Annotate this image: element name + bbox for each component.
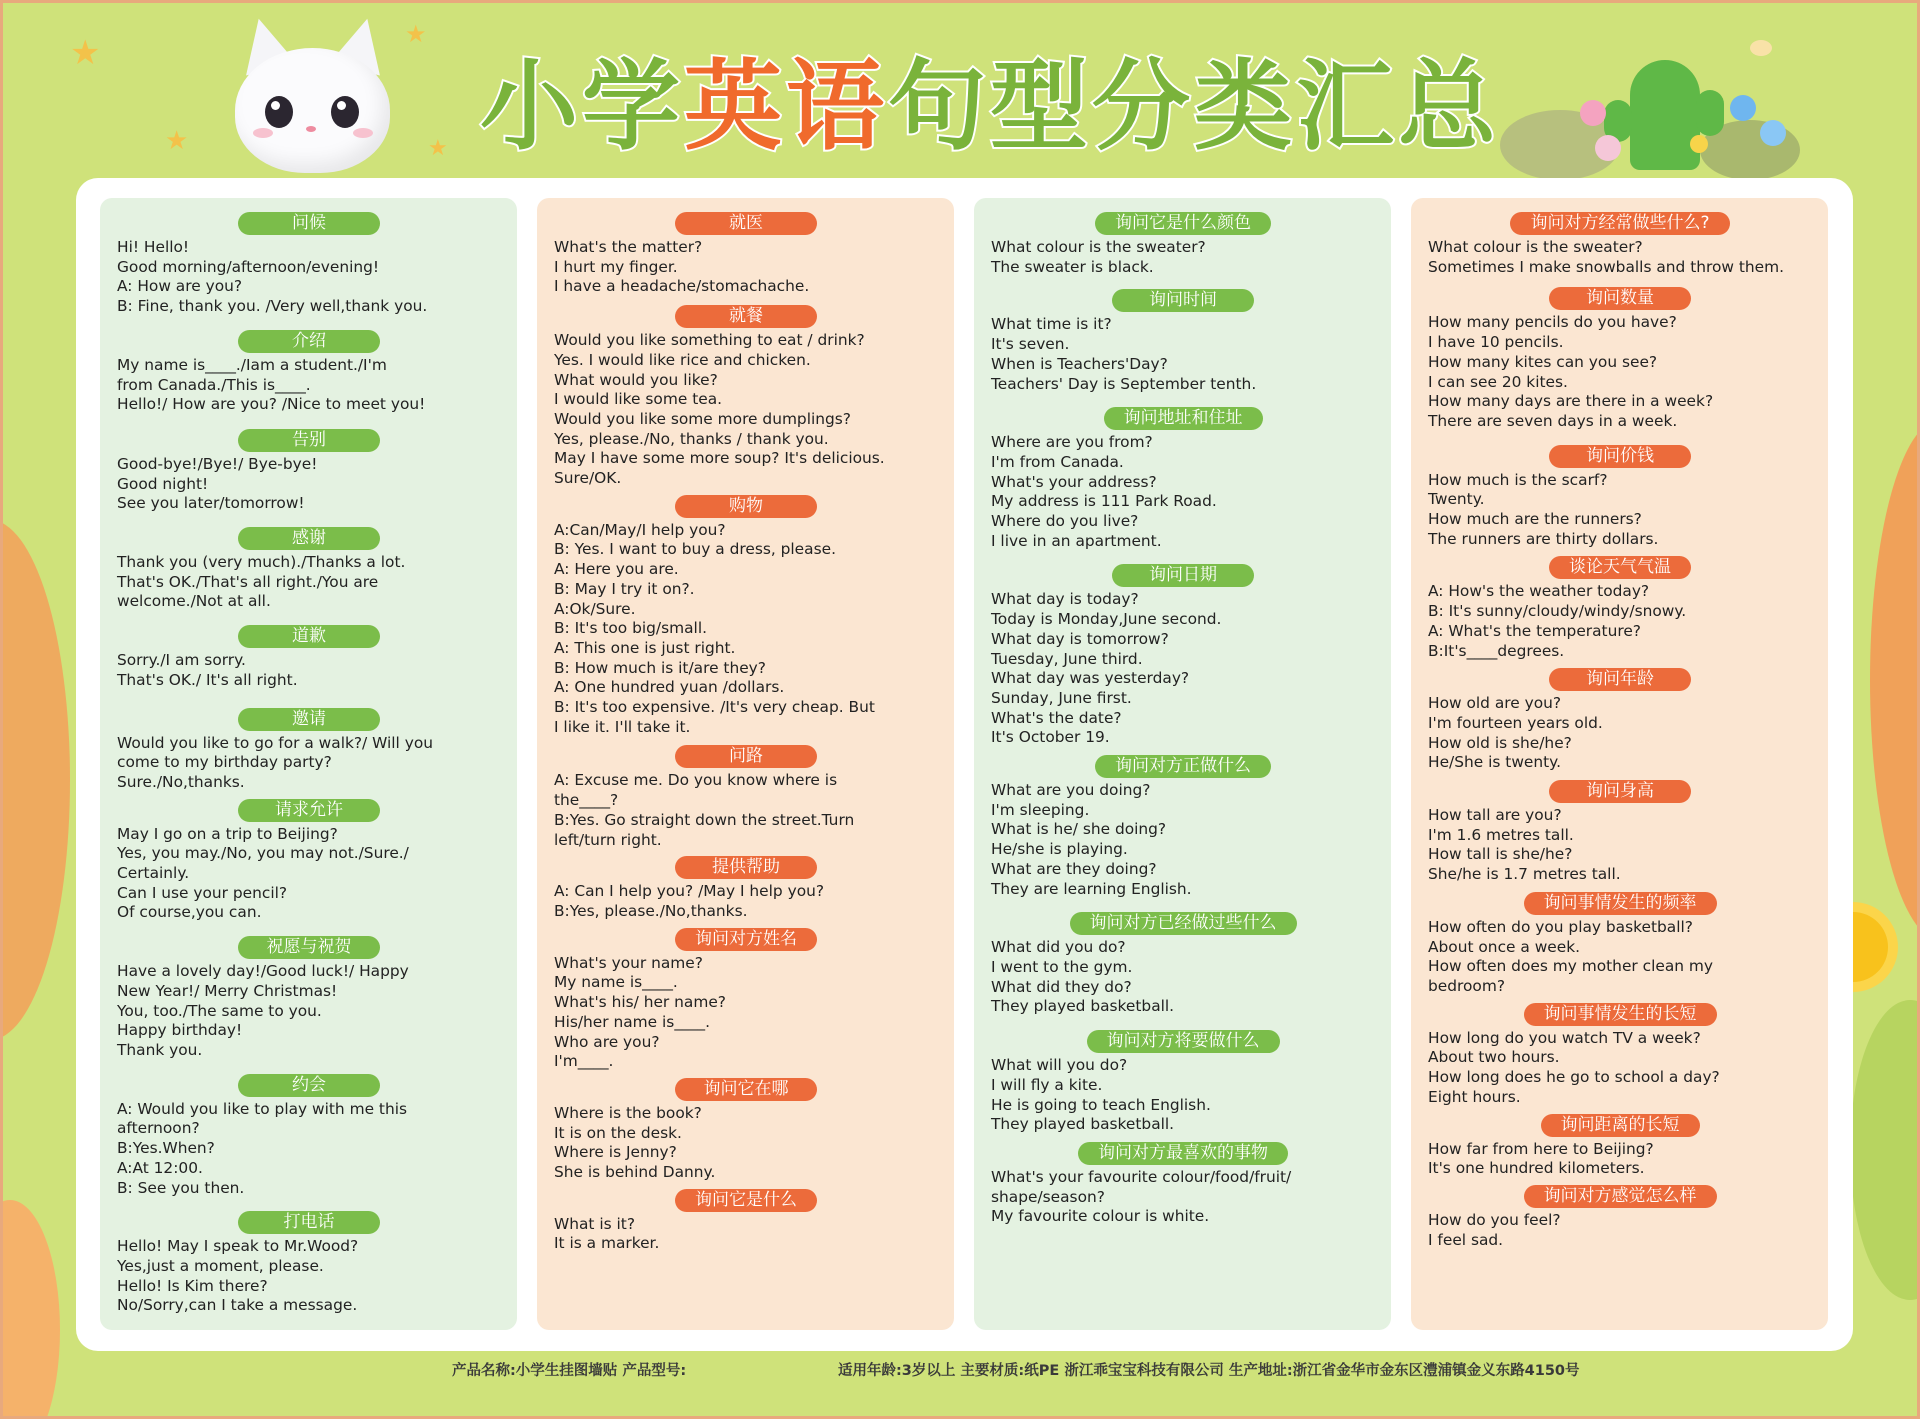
section: [117, 625, 501, 690]
sentence-line: I'm from Canada.: [991, 452, 1124, 471]
section: [991, 755, 1375, 899]
sentence-line: His/her name is____.: [554, 1012, 711, 1031]
title-part-1: 小学: [480, 50, 685, 164]
section: [991, 407, 1375, 551]
sentence-line: B: It's too expensive. /It's very cheap. But: [554, 698, 875, 717]
section-heading: 询问年龄: [1549, 668, 1691, 691]
section-heading: 询问对方已经做过些什么: [1070, 912, 1297, 935]
sentence-line: How far from here to Beijing?: [1428, 1139, 1654, 1158]
sentence-line: I can see 20 kites.: [1428, 372, 1568, 391]
sentence-line: What are you doing?: [991, 781, 1151, 800]
sentence-line: Good night!: [117, 474, 209, 493]
sentence-line: I would like some tea.: [554, 390, 723, 409]
sentence-line: What will you do?: [991, 1056, 1128, 1075]
section: [1428, 1003, 1812, 1108]
section: [1428, 780, 1812, 885]
section-heading: 询问地址和住址: [1104, 407, 1263, 430]
sentence-line: What's the date?: [991, 708, 1122, 727]
section-heading: 询问它是什么颜色: [1095, 212, 1271, 235]
sentence-line: A: What's the temperature?: [1428, 621, 1641, 640]
sentence-line: Thank you.: [117, 1040, 203, 1059]
sentence-line: B:Yes. Go straight down the street.Turn: [554, 810, 855, 829]
sentence-line: He/She is twenty.: [1428, 753, 1561, 772]
title-part-3: 句型分类汇总: [888, 50, 1501, 164]
sentence-line: B: Fine, thank you. /Very well,thank you.: [117, 297, 428, 316]
sentence-line: That's OK./ It's all right.: [117, 670, 298, 689]
section: [554, 1189, 938, 1254]
sentence-line: Yes,just a moment, please.: [117, 1256, 324, 1275]
section-heading: 感谢: [238, 527, 380, 550]
section: [554, 745, 938, 850]
sentence-line: How long does he go to school a day?: [1428, 1068, 1720, 1087]
sentence-line: How many kites can you see?: [1428, 352, 1658, 371]
sentence-line: How many pencils do you have?: [1428, 313, 1677, 332]
sentence-line: Sometimes I make snowballs and throw them.: [1428, 257, 1785, 276]
sentence-line: How many days are there in a week?: [1428, 392, 1714, 411]
section: [117, 212, 501, 317]
sentence-line: What's your address?: [991, 472, 1157, 491]
sentence-line: A: Can I help you? /May I help you?: [554, 882, 825, 901]
section: [1428, 556, 1812, 661]
sentence-line: I like it. I'll take it.: [554, 717, 691, 736]
sentence-line: I live in an apartment.: [991, 531, 1162, 550]
sentence-line: How often do you play basketball?: [1428, 917, 1693, 936]
section: [117, 330, 501, 415]
sentence-line: What's your name?: [554, 953, 703, 972]
sentence-line: Certainly.: [117, 864, 190, 883]
section: [117, 708, 501, 793]
sentence-line: She/he is 1.7 metres tall.: [1428, 865, 1621, 884]
section: [117, 527, 501, 612]
section: [1428, 212, 1812, 277]
sentence-line: I hurt my finger.: [554, 257, 678, 276]
sentence-line: The runners are thirty dollars.: [1428, 529, 1659, 548]
section-heading: 约会: [238, 1074, 380, 1097]
sentence-line: Where are you from?: [991, 433, 1153, 452]
section: [1428, 668, 1812, 773]
sentence-line: B: Yes. I want to buy a dress, please.: [554, 540, 836, 559]
section-heading: 问路: [675, 745, 817, 768]
sentence-line: What day is today?: [991, 590, 1139, 609]
sentence-line: Sorry./I am sorry.: [117, 651, 246, 670]
sentence-line: My favourite colour is white.: [991, 1207, 1210, 1226]
section-heading: 询问它在哪: [675, 1078, 817, 1101]
orange-blob-bottom-left: [0, 1200, 60, 1419]
sentence-line: Would you like some more dumplings?: [554, 409, 851, 428]
section: [554, 856, 938, 921]
section: [991, 289, 1375, 394]
orange-blob-right: [1870, 420, 1920, 940]
section: [117, 429, 501, 514]
sentence-line: Who are you?: [554, 1032, 660, 1051]
sentence-line: Good-bye!/Bye!/ Bye-bye!: [117, 454, 318, 473]
sentence-line: A:At 12:00.: [117, 1158, 203, 1177]
section-heading: 询问身高: [1549, 780, 1691, 803]
sentence-line: I'm 1.6 metres tall.: [1428, 825, 1574, 844]
sentence-line: B:Yes.When?: [117, 1139, 215, 1158]
sentence-line: About two hours.: [1428, 1048, 1560, 1067]
section-heading: 询问时间: [1112, 289, 1254, 312]
sentence-line: A: Excuse me. Do you know where is: [554, 771, 838, 790]
section: [991, 912, 1375, 1017]
green-blob-right: [1850, 1000, 1920, 1300]
sentence-line: I'm fourteen years old.: [1428, 713, 1603, 732]
sentence-line: Hi! Hello!: [117, 238, 190, 256]
section-heading: 询问数量: [1549, 287, 1691, 310]
section-heading: 就餐: [675, 305, 817, 328]
star-icon: ★: [70, 33, 101, 73]
section-heading: 谈论天气气温: [1549, 556, 1691, 579]
sentence-line: My name is____./Iam a student./I'm: [117, 355, 387, 374]
section-heading: 打电话: [238, 1211, 380, 1234]
sentence-line: May I have some more soup? It's delicious.: [554, 449, 885, 468]
section: [991, 1142, 1375, 1227]
sentence-line: bedroom?: [1428, 976, 1505, 995]
sentence-line: Where is the book?: [554, 1103, 702, 1122]
sentence-line: Where do you live?: [991, 512, 1139, 531]
sentence-line: Yes. I would like rice and chicken.: [554, 350, 811, 369]
sentence-line: That's OK./That's all right./You are: [117, 572, 379, 591]
sentence-line: How tall are you?: [1428, 806, 1562, 825]
footer-info: 适用年龄:3岁以上 主要材质:纸PE 浙江乖宝宝科技有限公司 生产地址:浙江省金华市金东区澧浦镇金义东路4150号: [838, 1363, 1580, 1379]
section-heading: 邀请: [238, 708, 380, 731]
sentence-line: They are learning English.: [991, 879, 1192, 898]
sentence-line: It is on the desk.: [554, 1123, 682, 1142]
section: [1428, 445, 1812, 550]
sentence-line: A: One hundred yuan /dollars.: [554, 678, 785, 697]
sentence-line: What colour is the sweater?: [1428, 238, 1643, 256]
sentence-line: It's October 19.: [991, 728, 1110, 747]
section-heading: 询问对方将要做什么: [1087, 1030, 1280, 1053]
sentence-line: You, too./The same to you.: [117, 1001, 322, 1020]
sentence-line: How often does my mother clean my: [1428, 957, 1714, 976]
sentence-line: New Year!/ Merry Christmas!: [117, 981, 338, 1000]
sentence-line: Tuesday, June third.: [991, 649, 1143, 668]
sentence-line: My name is____.: [554, 973, 678, 992]
sentence-line: afternoon?: [117, 1119, 200, 1138]
sentence-line: I will fly a kite.: [991, 1075, 1103, 1094]
sentence-line: What did you do?: [991, 938, 1126, 957]
sentence-line: the____?: [554, 791, 619, 810]
sentence-line: B:Yes, please./No,thanks.: [554, 901, 748, 920]
sentence-line: A:Ok/Sure.: [554, 599, 636, 618]
section: [117, 799, 501, 924]
sentence-line: Today is Monday,June second.: [991, 610, 1222, 629]
sentence-line: He is going to teach English.: [991, 1095, 1211, 1114]
sentence-line: Eight hours.: [1428, 1087, 1521, 1106]
sentence-line: A: How are you?: [117, 277, 243, 296]
sentence-line: How do you feel?: [1428, 1210, 1561, 1229]
sentence-line: Hello! May I speak to Mr.Wood?: [117, 1237, 359, 1256]
column-1: [100, 198, 517, 1330]
page-title: [480, 50, 1501, 164]
section-heading: 提供帮助: [675, 856, 817, 879]
section-heading: 问候: [238, 212, 380, 235]
sentence-line: Yes, you may./No, you may not./Sure./: [117, 844, 409, 863]
sentence-line: Sunday, June first.: [991, 688, 1132, 707]
sentence-line: Can I use your pencil?: [117, 883, 288, 902]
sentence-line: What time is it?: [991, 315, 1112, 334]
section-heading: 购物: [675, 495, 817, 518]
section-heading: 询问距离的长短: [1541, 1114, 1700, 1137]
section-heading: 询问它是什么: [675, 1189, 817, 1212]
sentence-line: What day was yesterday?: [991, 669, 1190, 688]
section-heading: 询问事情发生的长短: [1524, 1003, 1717, 1026]
sentence-line: A: This one is just right.: [554, 638, 736, 657]
sentence-line: What's the matter?: [554, 238, 703, 256]
sentence-line: They played basketball.: [991, 1115, 1175, 1134]
sentence-line: shape/season?: [991, 1187, 1105, 1206]
section: [554, 928, 938, 1072]
sentence-line: I have a headache/stomachache.: [554, 277, 810, 296]
sentence-line: A: How's the weather today?: [1428, 582, 1650, 601]
sentence-line: from Canada./This is____.: [117, 375, 311, 394]
sentence-line: The sweater is black.: [991, 257, 1154, 276]
sentence-line: Good morning/afternoon/evening!: [117, 257, 380, 276]
sentence-line: How much are the runners?: [1428, 510, 1642, 529]
sentence-line: B: See you then.: [117, 1178, 245, 1197]
sentence-line: Yes, please./No, thanks / thank you.: [554, 429, 829, 448]
column-3: [974, 198, 1391, 1330]
section-heading: 告别: [238, 429, 380, 452]
section: [1428, 287, 1812, 431]
section-heading: 就医: [675, 212, 817, 235]
sentence-line: No/Sorry,can I take a message.: [117, 1296, 358, 1315]
section: [991, 564, 1375, 748]
sentence-line: What are they doing?: [991, 859, 1157, 878]
sentence-line: It is a marker.: [554, 1234, 660, 1253]
section-heading: 询问价钱: [1549, 445, 1691, 468]
column-2: [537, 198, 954, 1330]
sentence-line: What's his/ her name?: [554, 993, 726, 1012]
section-heading: 询问对方姓名: [675, 928, 817, 951]
sentence-line: come to my birthday party?: [117, 753, 332, 772]
sentence-line: left/turn right.: [554, 830, 662, 849]
sentence-line: He/she is playing.: [991, 840, 1128, 859]
sentence-line: What day is tomorrow?: [991, 629, 1169, 648]
section: [554, 212, 938, 297]
sentence-line: It's one hundred kilometers.: [1428, 1159, 1645, 1178]
sentence-line: They played basketball.: [991, 997, 1175, 1016]
sentence-line: How tall is she/he?: [1428, 845, 1573, 864]
sentence-line: What is it?: [554, 1214, 635, 1233]
section-heading: 介绍: [238, 330, 380, 353]
sentence-line: Sure./No,thanks.: [117, 772, 245, 791]
sentence-line: A: Would you like to play with me this: [117, 1099, 408, 1118]
section-heading: 道歉: [238, 625, 380, 648]
sentence-line: B: May I try it on?.: [554, 579, 695, 598]
sentence-line: I'm sleeping.: [991, 800, 1090, 819]
section: [554, 495, 938, 738]
sentence-line: B:It's____degrees.: [1428, 641, 1565, 660]
sentence-line: How long do you watch TV a week?: [1428, 1028, 1701, 1047]
sentence-line: Where is Jenny?: [554, 1143, 677, 1162]
sentence-line: What would you like?: [554, 370, 718, 389]
section: [117, 1211, 501, 1316]
section: [117, 936, 501, 1061]
star-icon: ★: [428, 136, 448, 161]
sentence-line: Sure/OK.: [554, 469, 622, 488]
sentence-line: A:Can/May/I help you?: [554, 520, 726, 539]
section-heading: 祝愿与祝贺: [238, 936, 380, 959]
sentence-line: Would you like to go for a walk?/ Will you: [117, 733, 434, 752]
sentence-line: What did they do?: [991, 977, 1132, 996]
sentence-line: See you later/tomorrow!: [117, 494, 305, 513]
section: [554, 305, 938, 489]
sentence-line: How old are you?: [1428, 694, 1562, 713]
sentence-line: There are seven days in a week.: [1428, 411, 1678, 430]
section: [1428, 892, 1812, 997]
section-heading: 询问对方经常做些什么?: [1510, 212, 1729, 235]
sentence-line: Teachers' Day is September tenth.: [991, 374, 1257, 393]
section: [1428, 1114, 1812, 1179]
sentence-line: Happy birthday!: [117, 1021, 243, 1040]
section-heading: 请求允许: [238, 799, 380, 822]
sentence-line: It's seven.: [991, 335, 1070, 354]
footer-product: 产品名称:小学生挂图墙贴 产品型号:: [452, 1363, 687, 1379]
sentence-line: My address is 111 Park Road.: [991, 492, 1217, 511]
sentence-line: May I go on a trip to Beijing?: [117, 824, 338, 843]
star-icon: ★: [405, 20, 427, 48]
orange-blob-left: [0, 520, 70, 1040]
sentence-line: I have 10 pencils.: [1428, 333, 1564, 352]
sentence-line: Would you like something to eat / drink?: [554, 331, 865, 350]
sentence-line: When is Teachers'Day?: [991, 354, 1168, 373]
sentence-line: B: How much is it/are they?: [554, 658, 766, 677]
cactus-flowers-icon: [1500, 40, 1810, 190]
sentence-line: Of course,you can.: [117, 903, 262, 922]
star-icon: ★: [165, 126, 189, 156]
section-heading: 询问日期: [1112, 564, 1254, 587]
sentence-line: What is he/ she doing?: [991, 820, 1167, 839]
sentence-line: What colour is the sweater?: [991, 238, 1206, 256]
section-heading: 询问对方感觉怎么样: [1524, 1185, 1717, 1208]
section-heading: 询问事情发生的频率: [1524, 892, 1717, 915]
title-part-2: 英语: [684, 50, 889, 164]
sentence-line: She is behind Danny.: [554, 1163, 716, 1182]
sentence-line: A: Here you are.: [554, 560, 679, 579]
column-4: [1411, 198, 1828, 1330]
white-cat-icon: [225, 18, 400, 168]
sentence-line: How much is the scarf?: [1428, 470, 1608, 489]
sentence-line: How old is she/he?: [1428, 733, 1572, 752]
sentence-line: About once a week.: [1428, 937, 1581, 956]
sentence-line: B: It's sunny/cloudy/windy/snowy.: [1428, 602, 1687, 621]
sentence-line: Hello! Is Kim there?: [117, 1276, 268, 1295]
sentence-line: I went to the gym.: [991, 957, 1133, 976]
sentence-line: B: It's too big/small.: [554, 619, 707, 638]
sentence-line: What's your favourite colour/food/fruit/: [991, 1167, 1292, 1186]
section: [991, 1030, 1375, 1135]
sentence-line: Have a lovely day!/Good luck!/ Happy: [117, 962, 409, 981]
section: [554, 1078, 938, 1183]
sentence-line: Thank you (very much)./Thanks a lot.: [117, 553, 406, 572]
section-heading: 询问对方正做什么: [1095, 755, 1271, 778]
section: [117, 1074, 501, 1199]
section: [1428, 1185, 1812, 1250]
sentence-line: welcome./Not at all.: [117, 592, 271, 611]
section: [991, 212, 1375, 277]
sentence-line: Twenty.: [1428, 490, 1485, 509]
sentence-line: I'm____.: [554, 1052, 614, 1071]
sentence-line: Hello!/ How are you? /Nice to meet you!: [117, 395, 426, 414]
section-heading: 询问对方最喜欢的事物: [1078, 1142, 1288, 1165]
sentence-line: I feel sad.: [1428, 1230, 1504, 1249]
